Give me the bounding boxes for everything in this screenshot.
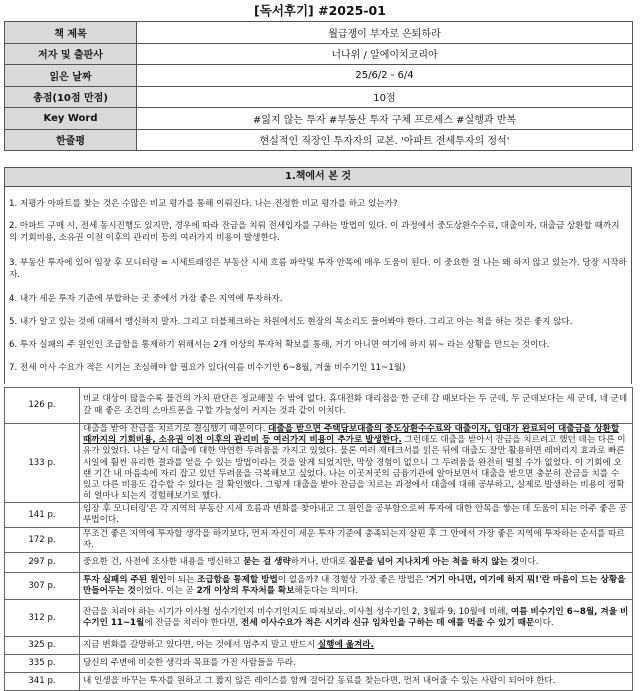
note-page: 312 p. xyxy=(5,600,80,637)
note-text xyxy=(80,673,633,691)
info-value: 월급쟁이 부자로 은퇴하라 xyxy=(137,22,633,44)
note-segment: 조급함을 통제할 방법 xyxy=(197,575,278,586)
note-row xyxy=(5,655,633,673)
info-key: 책 제목 xyxy=(5,22,137,44)
note-segment: 이 없을까? 내 경험상 가장 좋은 방법은 xyxy=(277,575,426,586)
note-row xyxy=(5,424,633,503)
note-segment: 잔금을 치러야 하는 시기가 이사철 성수기인지 비수기인지도 따져보라. 이사철 성수기인 2, 3월과 9, 10월에 비해, xyxy=(83,607,511,618)
note-row xyxy=(5,553,633,573)
note-segment: 당신의 주변에 비슷한 생각과 목표를 가진 사람들을 두라. xyxy=(83,658,296,669)
info-value: 10점 xyxy=(137,86,633,108)
note-text xyxy=(80,573,633,600)
note-segment: 해둔다는 의미다. xyxy=(294,586,359,597)
note-text xyxy=(80,528,633,553)
note-row xyxy=(5,600,633,637)
note-text xyxy=(80,553,633,573)
note-row xyxy=(5,503,633,528)
info-key: 저자 및 출판사 xyxy=(5,43,137,65)
note-segment: 이다. xyxy=(534,618,554,629)
note-row xyxy=(5,388,633,424)
note-text xyxy=(80,600,633,637)
note-page: 172 p. xyxy=(5,528,80,553)
info-key: 총점(10점 만점) xyxy=(5,86,137,108)
note-segment: 하거나, 반대로 xyxy=(290,557,349,568)
note-segment: 무조건 좋은 지역에 투자할 생각을 하기보다, 먼저 자신이 세운 투자 기준에 충족되는지 살핀 후 그 안에서 가장 좋은 지역에 투자하는 순서를 따르자. xyxy=(83,529,625,551)
note-segment: 이다. xyxy=(519,557,539,568)
note-page: 307 p. xyxy=(5,573,80,600)
note-row xyxy=(5,528,633,553)
note-text xyxy=(80,388,633,424)
note-page: 325 p. xyxy=(5,637,80,655)
note-segment: 대출을 받으면 주택담보대출의 중도상환수수료와 대출이자, 임대가 완료되어 대출금을 상환할 때까지의 기회비용, 소유권 이전 이후의 관리비 등 여러가지 비용이 추가로 발생한다. xyxy=(83,424,620,446)
note-segment: 여름 비수기인 6~8월, 겨울 비수기인 11~1월 xyxy=(83,607,629,629)
note-segment: 그런데도 대출을 받아서 잔금을 치르려고 했던 데는 다른 이유가 있었다. 나는 당시 대출에 대한 막연한 두려움을 가지고 있었다. 물론 여러 재테크서를 읽은 뒤에 대출도 잘만 활용하면 레버리지 효과로 빠른 시일에 훨씬 유리한 결과를 얻을 수 있는 방법이라는 것을 알게 되었지만, 막상 경험이 없으니 그 두려움을 완전히 떨칠 수가 없었다. 이 기회에 오랜 기간 내 마음속에 자리 잡고 있던 두려움을 극복해보고 싶었다. 나는 이곳저곳의 금융기관에 알아보면서 대출을 받으면 충분히 잔금을 치를 수 있고 다른 비용도 감수할 수 있다는 걸 확인했다. 그렇게 대출을 받아 잔금을 치르는 과정에서 대출에 대해 공부하고, 실제로 발생하는 비용이 정확히 얼마나 되는지 경험해보기로 했다. xyxy=(83,435,626,502)
note-segment: 질문을 넘어 지나치게 아는 척을 하지 않는 것 xyxy=(348,557,520,568)
point-1: 1. 저평가 아파트를 찾는 것은 수많은 비교 평가를 통해 이뤄진다. 나는 진정한 비교 평가를 하고 있는가? xyxy=(9,199,398,209)
info-value: 현실적인 직장인 투자자의 교본. '아파트 전세투자의 정석' xyxy=(137,129,633,151)
note-text xyxy=(80,655,633,673)
note-segment: 실행에 옮겨라. xyxy=(317,640,374,651)
note-page: 341 p. xyxy=(5,673,80,691)
note-segment: 2개 이상의 투자처를 확보 xyxy=(196,586,295,597)
note-page: 297 p. xyxy=(5,553,80,573)
page-notes-table xyxy=(4,387,633,691)
note-page: 133 p. xyxy=(5,424,80,503)
note-page: 335 p. xyxy=(5,655,80,673)
point-3: 3. 부동산 투자에 있어 임장 후 모니터링 = 시세트래킹은 부동산 시세 흐름 파악및 투자 안목에 매우 도움이 된다. 이 중요한 걸 나는 왜 하지 않고 있는가. 당장 시작하자. xyxy=(9,258,627,280)
note-segment: 투자 실패의 주된 원인 xyxy=(83,575,167,586)
point-7: 7. 전세 이사 수요가 적은 시기는 조심해야 할 필요가 있다(여름 비수기인 6~8월, 겨울 비수기인 11~1월) xyxy=(9,363,406,373)
info-value: 25/6/2 - 6/4 xyxy=(137,65,633,87)
info-key: 한줄평 xyxy=(5,129,137,151)
point-6: 6. 투자 실패의 주 원인인 조급함을 통제하기 위해서는 2개 이상의 투자처 확보를 통해, 거기 아니면 여기에 하지 뭐~ 라는 상황을 만드는 것이다. xyxy=(9,340,550,350)
note-segment: 이었다. 이는 곧 xyxy=(135,586,197,597)
note-segment: 비교 대상이 많을수록 물건의 가치 판단은 정교해질 수 밖에 없다. 휴대전화 대리점을 한 군데 갈 때보다는 두 군데, 두 군데보다는 세 군데, 네 군데 갈 때 좋은 조건의 스마트폰을 구할 가능성이 커지는 것과 같이 이치다. xyxy=(83,394,628,416)
note-page: 141 p. xyxy=(5,503,80,528)
note-segment: 이 되는 xyxy=(166,575,198,586)
note-segment: 묻는 걸 생략 xyxy=(243,557,291,568)
info-row xyxy=(5,86,633,108)
note-segment: '거기 아니면, 여기에 하지 뭐!'란 마음이 드는 상황을 만들어두는 것 xyxy=(83,575,626,597)
document-title: [독서후기] #2025-01 xyxy=(254,3,386,18)
info-value: #잃지 않는 투자 #부동산 투자 구체 프로세스 #실행과 반복 xyxy=(137,108,633,130)
note-segment: 에 잔금을 치러야 한다면, xyxy=(144,618,242,629)
note-segment: 중요한 건, 사전에 조사한 내용을 맹신하고 xyxy=(83,557,244,568)
info-table xyxy=(4,21,633,151)
note-segment: 내 인생을 바꾸는 투자를 원하고 그 짧지 않은 레이스를 함께 걸어갈 동료를 찾는다면, 먼저 내어줄 수 있는 사람이 되어야 한다. xyxy=(83,676,556,687)
note-segment: 대출을 받아 잔금을 치르기로 결심했기 때문이다. xyxy=(83,424,269,434)
note-row xyxy=(5,673,633,691)
info-key: Key Word xyxy=(5,108,137,130)
note-text xyxy=(80,503,633,528)
info-row xyxy=(5,108,633,130)
info-row xyxy=(5,43,633,65)
point-2: 2. 아파트 구매 시, 전세 동시진행도 있지만, 경우에 따라 잔금을 치뤄 전세입자를 구하는 방법이 있다. 이 과정에서 중도상환수수료, 대출이자, 대출금 상환할 때까지의 기회비용, 소유권 이전 이후의 관리비 등의 여러가지 비용이 발생한다. xyxy=(9,221,620,243)
note-page: 126 p. xyxy=(5,388,80,424)
section-title: 1.책에서 본 것 xyxy=(4,167,632,187)
info-row xyxy=(5,22,633,44)
note-text xyxy=(80,424,633,503)
point-4: 4. 내가 세운 투자 기준에 부합하는 곳 중에서 가장 좋은 지역에 투자하자. xyxy=(9,294,283,304)
info-row xyxy=(5,65,633,87)
note-segment: 지금 변화를 갈망하고 있다면, 아는 것에서 멈추지 말고 반드시 xyxy=(83,640,318,651)
note-segment: 전세 이사수요가 적은 시기라 신규 임차인을 구하는 데 애를 먹을 수 있기 때문 xyxy=(241,618,535,629)
point-5: 5. 내가 알고 있는 것에 대해서 맹신하지 말자. 그리고 더블체크하는 차원에서도 현장의 목소리도 들어봐야 한다. 그리고 아는 척을 하는 것은 좋지 않다. xyxy=(9,317,573,327)
note-segment: 임장 후 모니터링'은 각 지역의 부동산 시세 흐름과 변화를 찾아내고 그 원인을 공부함으로써 투자에 대한 안목을 쌓는 데 도움이 되는 아주 좋은 공부법이다. xyxy=(83,504,627,526)
info-key: 읽은 날짜 xyxy=(5,65,137,87)
info-row xyxy=(5,129,633,151)
info-value: 너나위 / 알에이치코리아 xyxy=(137,43,633,65)
section-points xyxy=(4,187,632,384)
note-row xyxy=(5,573,633,600)
note-row xyxy=(5,637,633,655)
note-text xyxy=(80,637,633,655)
